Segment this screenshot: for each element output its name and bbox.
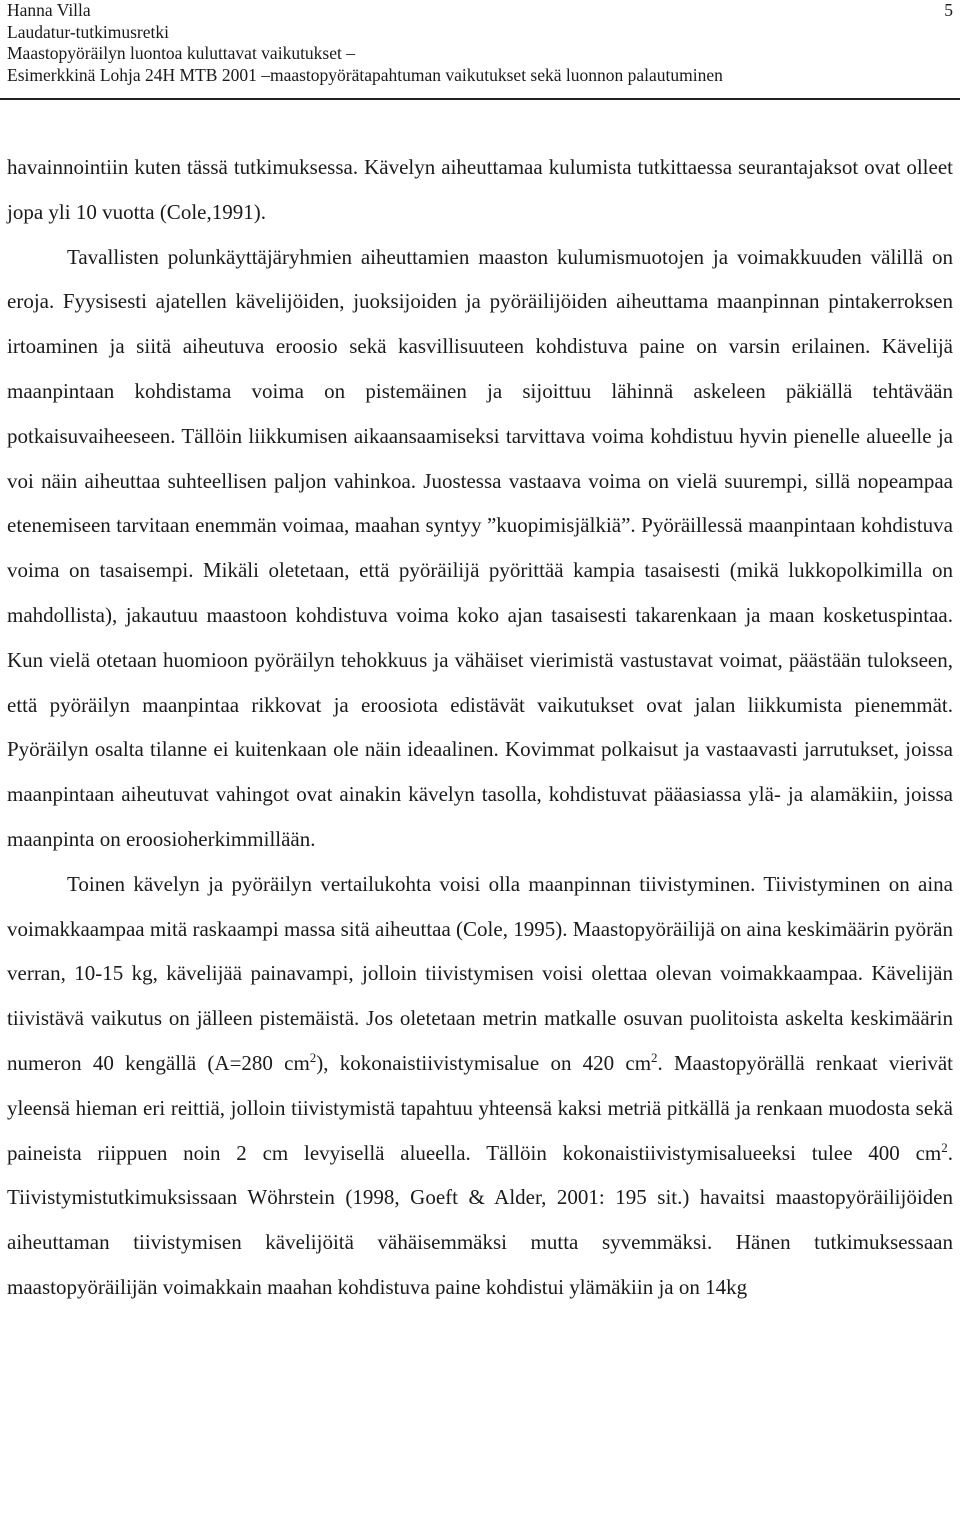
body-text	[7, 145, 953, 1310]
header-title-line-2: Esimerkkinä Lohja 24H MTB 2001 –maastopyörätapahtuman vaikutukset sekä luonnon palautuminen	[7, 64, 723, 85]
paragraph-1: havainnointiin kuten tässä tutkimuksessa. Kävelyn aiheuttamaa kulumista tutkittaessa seurantajaksot ovat olleet jopa yli 10 vuotta (Cole,1991).	[7, 155, 953, 224]
page-number: 5	[944, 0, 953, 20]
superscript-squared: 2	[309, 1049, 317, 1065]
paragraph-2: Tavallisten polunkäyttäjäryhmien aiheuttamien maaston kulumismuotojen ja voimakkuuden välillä on eroja. Fyysisesti ajatellen kävelijöiden, juoksijoiden ja pyöräilijöiden aiheuttama maanpinnan pintakerroksen irtoaminen ja siitä aiheutuva eroosio sekä kasvillisuuteen kohdistuva paine on varsin erilainen. Kävelijä maanpintaan kohdistama voima on pistemäinen ja sijoittuu lähinnä askeleen päkiällä tehtävään potkaisuvaiheeseen. Tällöin liikkumisen aikaansaamiseksi tarvittava voima kohdistuu hyvin pienelle alueelle ja voi näin aiheuttaa suhteellisen paljon vahinkoa. Juostessa vastaava voima on vielä suurempi, sillä nopeampaa etenemiseen tarvitaan enemmän voimaa, maahan syntyy ”kuopimisjälkiä”. Pyöräillessä maanpintaan kohdistuva voima on tasaisempi. Mikäli oletetaan, että pyöräilijä pyörittää kampia tasaisesti (mikä lukkopolkimilla on mahdollista), jakautuu maastoon kohdistuva voima koko ajan tasaisesti takarenkaan ja maan kosketuspintaa. Kun vielä otetaan huomioon pyöräilyn tehokkuus ja vähäiset vierimistä vastustavat voimat, päästään tulokseen, että pyöräilyn maanpintaa rikkovat ja eroosiota edistävät vaikutukset ovat jalan liikkumista pienemmät. Pyöräilyn osalta tilanne ei kuitenkaan ole näin ideaalinen. Kovimmat polkaisut ja vastaavasti jarrutukset, joissa maanpintaan aiheutuvat vahingot ovat ainakin kävelyn tasolla, kohdistuvat pääasiassa ylä- ja alamäkiin, joissa maanpinta on eroosioherkimmillään.	[7, 244, 953, 851]
paragraph-3-part-b: ), kokonaistiivistymisalue on 420 cm	[316, 1050, 652, 1075]
header-title-line-1: Maastopyöräilyn luontoa kuluttavat vaikutukset –	[7, 43, 355, 63]
paragraph-3	[7, 862, 953, 1310]
header-divider	[0, 98, 960, 100]
running-header	[7, 0, 953, 86]
paragraph-3-part-c: . Maastopyörällä renkaat vierivät yleensä hieman eri reittiä, jolloin tiivistymistä tapahtuu yhteensä kaksi metriä pitkällä ja renkaan muodosta sekä paineista riippuen noin 2 cm levyisellä alueella. Tällöin kokonaistiivistymisalueeksi tulee 400 cm	[7, 1050, 953, 1165]
header-document-type: Laudatur-tutkimusretki	[7, 21, 169, 42]
header-author: Hanna Villa	[7, 0, 91, 20]
superscript-squared: 2	[651, 1049, 658, 1065]
superscript-squared: 2	[941, 1139, 948, 1155]
paragraph-3-part-d: . Tiivistymistutkimuksissaan Wöhrstein (1998, Goeft & Alder, 2001: 195 sit.) havaitsi maastopyöräilijöiden aiheuttaman tiivistymisen kävelijöitä vähäisemmäksi mutta syvemmäksi. Hänen tutkimuksessaan maastopyöräilijän voimakkain maahan kohdistuva paine kohdistui ylämäkiin ja on 14kg	[7, 1140, 953, 1299]
paragraph-3-part-a: Toinen kävelyn ja pyöräilyn vertailukohta voisi olla maanpinnan tiivistyminen. Tiivistyminen on aina voimakkaampaa mitä raskaampi massa sitä aiheuttaa (Cole, 1995). Maastopyöräilijä on aina keskimäärin pyörän verran, 10-15 kg, kävelijää painavampi, jolloin tiivistymisen voisi olettaa olevan voimakkaampaa. Kävelijän tiivistävä vaikutus on jälleen pistemäistä. Jos oletetaan metrin matkalle osuvan puolitoista askelta keskimäärin numeron 40 kengällä (A=280 cm	[7, 871, 953, 1075]
